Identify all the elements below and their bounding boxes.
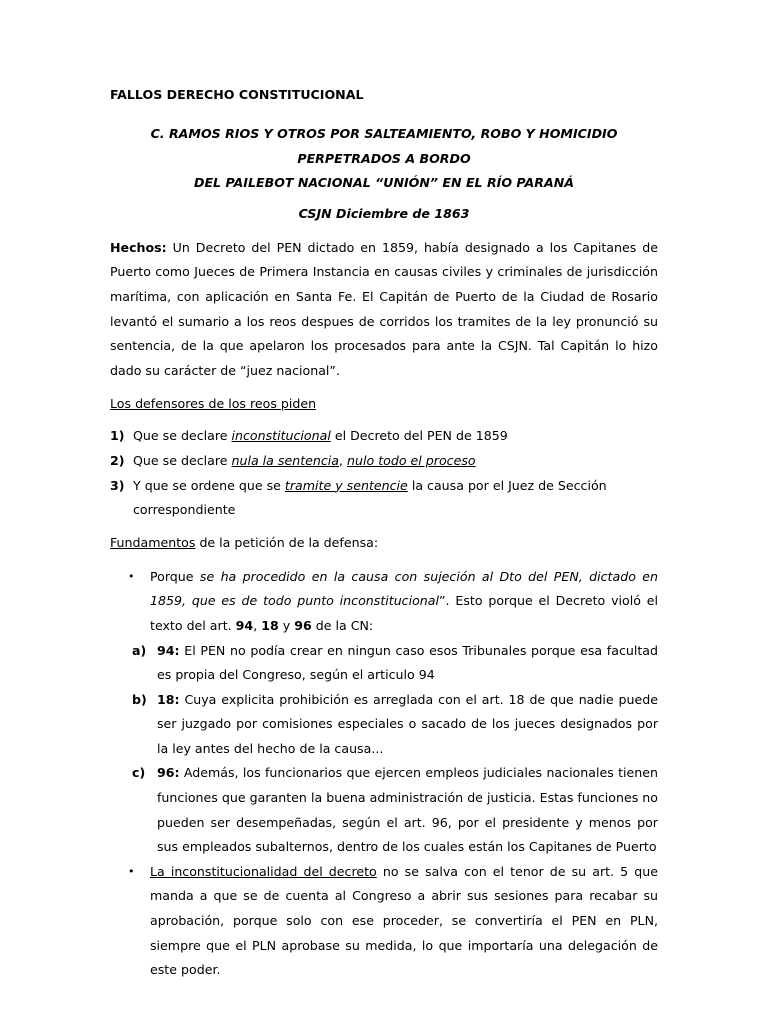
sub-item-marker: c) <box>132 765 146 781</box>
sub-item-a <box>132 639 658 688</box>
document-title: FALLOS DERECHO CONSTITUCIONAL <box>110 87 364 102</box>
defensores-heading <box>110 394 658 414</box>
list-number: 1) <box>110 428 125 444</box>
petition-list <box>110 424 658 522</box>
item-emphasis: nulo todo el proceso <box>347 452 476 468</box>
list-item <box>110 474 658 523</box>
court-date: CSJN Diciembre de 1863 <box>298 205 470 221</box>
sub-item-marker: a) <box>132 642 147 658</box>
text-span: El PEN no podía crear en ningun caso esos Tribunales porque esa facultad es propia del Congreso, según el articulo 94 <box>157 642 658 683</box>
text-span: Porque <box>150 568 200 584</box>
bullet-text <box>150 565 658 639</box>
article-ref: 96: <box>157 765 180 781</box>
fundamentos-heading <box>110 533 658 553</box>
defensores-heading-text: Los defensores de los reos piden <box>110 396 317 412</box>
case-title-line-1: C. RAMOS RIOS Y OTROS POR SALTEAMIENTO, ROBO Y HOMICIDIO PERPETRADOS A BORDO <box>150 126 618 166</box>
article-ref: 18 <box>261 617 279 633</box>
list-item <box>110 449 658 474</box>
article-ref: 94: <box>157 642 180 658</box>
bullet-icon: • <box>128 864 135 878</box>
text-span: y <box>278 617 295 633</box>
sub-item-text <box>157 761 658 859</box>
text-span: no se salva con el tenor de su art. 5 que manda a que se de cuenta al Congreso a abrir sus sesiones para recabar su aprobación, porque solo con ese proceder, se convertiría el PEN en PLN, siempre que el PLN aprobase su medida, lo que importaría una delegación de este poder. <box>150 863 659 978</box>
text-span: , <box>253 617 262 633</box>
list-item <box>110 424 658 449</box>
text-span: Cuya explicita prohibición es arreglada con el art. 18 de que nadie puede ser juzgado por comisiones especiales o sacado de los jueces designados por la ley antes del hecho de la causa... <box>157 691 658 756</box>
item-text: Que se declare <box>133 452 232 468</box>
article-ref: 18: <box>157 691 180 707</box>
bullet-icon: • <box>128 569 135 583</box>
item-emphasis: nula la sentencia <box>231 452 340 468</box>
bullet-item-1 <box>110 565 658 639</box>
text-underlined: La inconstitucionalidad del decreto <box>150 863 377 879</box>
fundamentos-heading-rest: de la petición de la defensa: <box>195 534 379 550</box>
item-text: el Decreto del PEN de 1859 <box>330 428 508 444</box>
hechos-text: Un Decreto del PEN dictado en 1859, había designado a los Capitanes de Puerto como Jueces de Primera Instancia en causas civiles y criminales de jurisdicción marítima, con aplicación en Santa Fe. El Capitán de Puerto de la Ciudad de Rosario levantó el sumario a los reos despues de corridos los tramites de la ley pronunció su sentencia, de la que apelaron los procesados para ante la CSJN. Tal Capitán lo hizo dado su carácter de “juez nacional”. <box>110 239 658 378</box>
text-span: Además, los funcionarios que ejercen empleos judiciales nacionales tienen funciones que garanten la buena administración de justicia. Estas funciones no pueden ser desempeñadas, según el art. 96, por el presidente y menos por sus empleados subalternos, dentro de los cuales están los Capitanes de Puerto <box>157 765 658 855</box>
list-number: 2) <box>110 452 125 468</box>
text-span: de la CN: <box>311 617 374 633</box>
fundamentos-heading-underlined: Fundamentos <box>110 534 196 550</box>
sub-item-c <box>132 761 658 859</box>
sub-item-text <box>157 688 658 762</box>
bullet-text <box>150 860 658 983</box>
item-text: Y que se ordene que se <box>133 477 285 493</box>
case-title <box>110 122 658 196</box>
item-text: , <box>339 452 348 468</box>
item-text: la causa por el Juez de Sección correspondiente <box>133 477 607 518</box>
item-emphasis: tramite y sentencie <box>284 477 408 493</box>
item-text: Que se declare <box>133 428 232 444</box>
sub-item-b <box>132 688 658 762</box>
bullet-item-2 <box>110 860 658 983</box>
item-emphasis: inconstitucional <box>231 428 331 444</box>
hechos-paragraph <box>110 236 658 384</box>
sub-item-marker: b) <box>132 691 147 707</box>
case-title-line-2: DEL PAILEBOT NACIONAL “UNIÓN” EN EL RÍO PARANÁ <box>194 175 574 191</box>
article-ref: 96 <box>294 617 312 633</box>
text-span: ”. Esto porque el Decreto violó el texto del art. <box>150 593 658 633</box>
text-italic: se ha procedido en la causa con sujeción al Dto del PEN, dictado en 1859, que es de todo punto inconstitucional <box>150 568 658 609</box>
article-ref: 94 <box>235 617 254 633</box>
sub-item-text <box>157 639 658 688</box>
list-number: 3) <box>110 477 125 493</box>
hechos-label: Hechos: <box>110 239 167 255</box>
